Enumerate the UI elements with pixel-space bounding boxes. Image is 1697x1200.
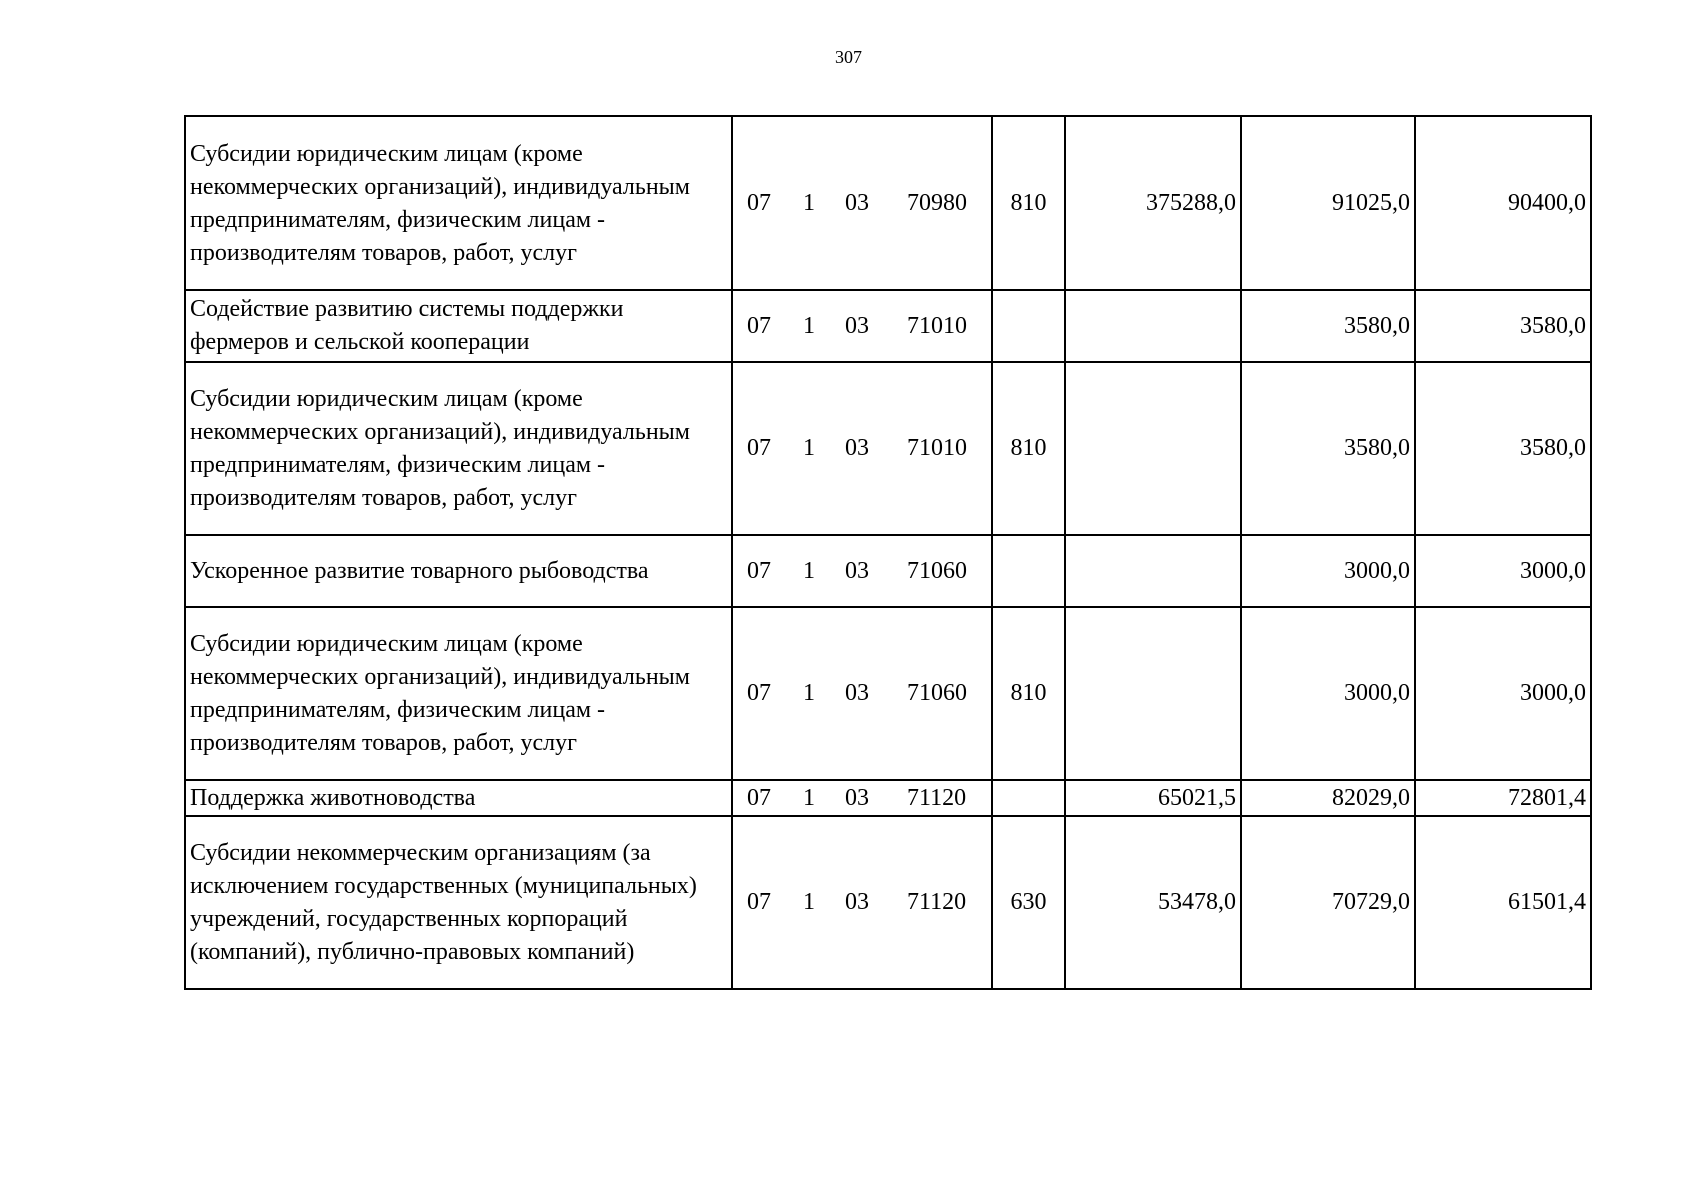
row-name: Субсидии юридическим лицам (кроме некоммерческих организаций), индивидуальным предпринимателям, физическим лицам - производителям товаров, работ, услуг (185, 607, 732, 780)
amount-1 (1065, 362, 1241, 535)
code-subprogram: 03 (845, 889, 869, 915)
amount-2: 3000,0 (1241, 607, 1415, 780)
table-row (185, 362, 1591, 535)
code-article: 71060 (907, 557, 967, 584)
table-row (185, 780, 1591, 816)
row-codes (732, 116, 992, 290)
table-row (185, 816, 1591, 989)
code-subprogram: 03 (845, 189, 869, 216)
code-subprogram: 03 (845, 557, 869, 584)
expense-type: 630 (992, 816, 1065, 989)
row-codes (732, 816, 992, 989)
amount-2: 91025,0 (1241, 116, 1415, 290)
code-section: 07 (747, 189, 771, 216)
row-codes (732, 362, 992, 535)
code-program: 1 (803, 784, 815, 811)
amount-1 (1065, 290, 1241, 362)
amount-3: 3000,0 (1415, 535, 1591, 607)
expense-type: 810 (992, 362, 1065, 535)
code-article: 71120 (907, 784, 967, 811)
amount-3: 3580,0 (1415, 290, 1591, 362)
code-article: 71060 (907, 680, 967, 706)
code-section: 07 (747, 784, 771, 811)
table-row (185, 290, 1591, 362)
code-program: 1 (803, 889, 815, 915)
code-article: 71010 (907, 312, 967, 339)
amount-3: 3580,0 (1415, 362, 1591, 535)
table-row (185, 535, 1591, 607)
amount-3: 61501,4 (1415, 816, 1591, 989)
row-name: Субсидии юридическим лицам (кроме некоммерческих организаций), индивидуальным предпринимателям, физическим лицам - производителям товаров, работ, услуг (185, 362, 732, 535)
amount-3: 72801,4 (1415, 780, 1591, 816)
amount-2: 3000,0 (1241, 535, 1415, 607)
amount-2: 3580,0 (1241, 290, 1415, 362)
amount-1: 65021,5 (1065, 780, 1241, 816)
table-row (185, 116, 1591, 290)
code-subprogram: 03 (845, 784, 869, 811)
amount-3: 90400,0 (1415, 116, 1591, 290)
code-section: 07 (747, 312, 771, 339)
code-subprogram: 03 (845, 312, 869, 339)
amount-2: 82029,0 (1241, 780, 1415, 816)
code-article: 71120 (907, 889, 967, 915)
row-codes (732, 607, 992, 780)
code-section: 07 (747, 435, 771, 461)
code-subprogram: 03 (845, 435, 869, 461)
budget-table (184, 115, 1592, 990)
amount-1: 53478,0 (1065, 816, 1241, 989)
row-name: Содействие развитию системы поддержки фермеров и сельской кооперации (185, 290, 732, 362)
row-name: Поддержка животноводства (185, 780, 732, 816)
expense-type (992, 290, 1065, 362)
row-name: Субсидии юридическим лицам (кроме некоммерческих организаций), индивидуальным предпринимателям, физическим лицам - производителям товаров, работ, услуг (185, 116, 732, 290)
code-section: 07 (747, 680, 771, 706)
row-codes (732, 780, 992, 816)
code-program: 1 (803, 189, 815, 216)
code-program: 1 (803, 312, 815, 339)
code-program: 1 (803, 680, 815, 706)
row-name: Субсидии некоммерческим организациям (за исключением государственных (муниципальных) учреждений, государственных корпораций (компаний), публично-правовых компаний) (185, 816, 732, 989)
table-row (185, 607, 1591, 780)
expense-type (992, 780, 1065, 816)
amount-2: 3580,0 (1241, 362, 1415, 535)
expense-type (992, 535, 1065, 607)
amount-2: 70729,0 (1241, 816, 1415, 989)
code-article: 70980 (907, 189, 967, 216)
row-codes (732, 535, 992, 607)
amount-3: 3000,0 (1415, 607, 1591, 780)
code-subprogram: 03 (845, 680, 869, 706)
code-article: 71010 (907, 435, 967, 461)
page-number: 307 (835, 47, 862, 67)
code-program: 1 (803, 557, 815, 584)
amount-1 (1065, 607, 1241, 780)
amount-1: 375288,0 (1065, 116, 1241, 290)
row-name: Ускоренное развитие товарного рыбоводства (185, 535, 732, 607)
expense-type: 810 (992, 607, 1065, 780)
code-section: 07 (747, 557, 771, 584)
row-codes (732, 290, 992, 362)
expense-type: 810 (992, 116, 1065, 290)
code-program: 1 (803, 435, 815, 461)
code-section: 07 (747, 889, 771, 915)
amount-1 (1065, 535, 1241, 607)
